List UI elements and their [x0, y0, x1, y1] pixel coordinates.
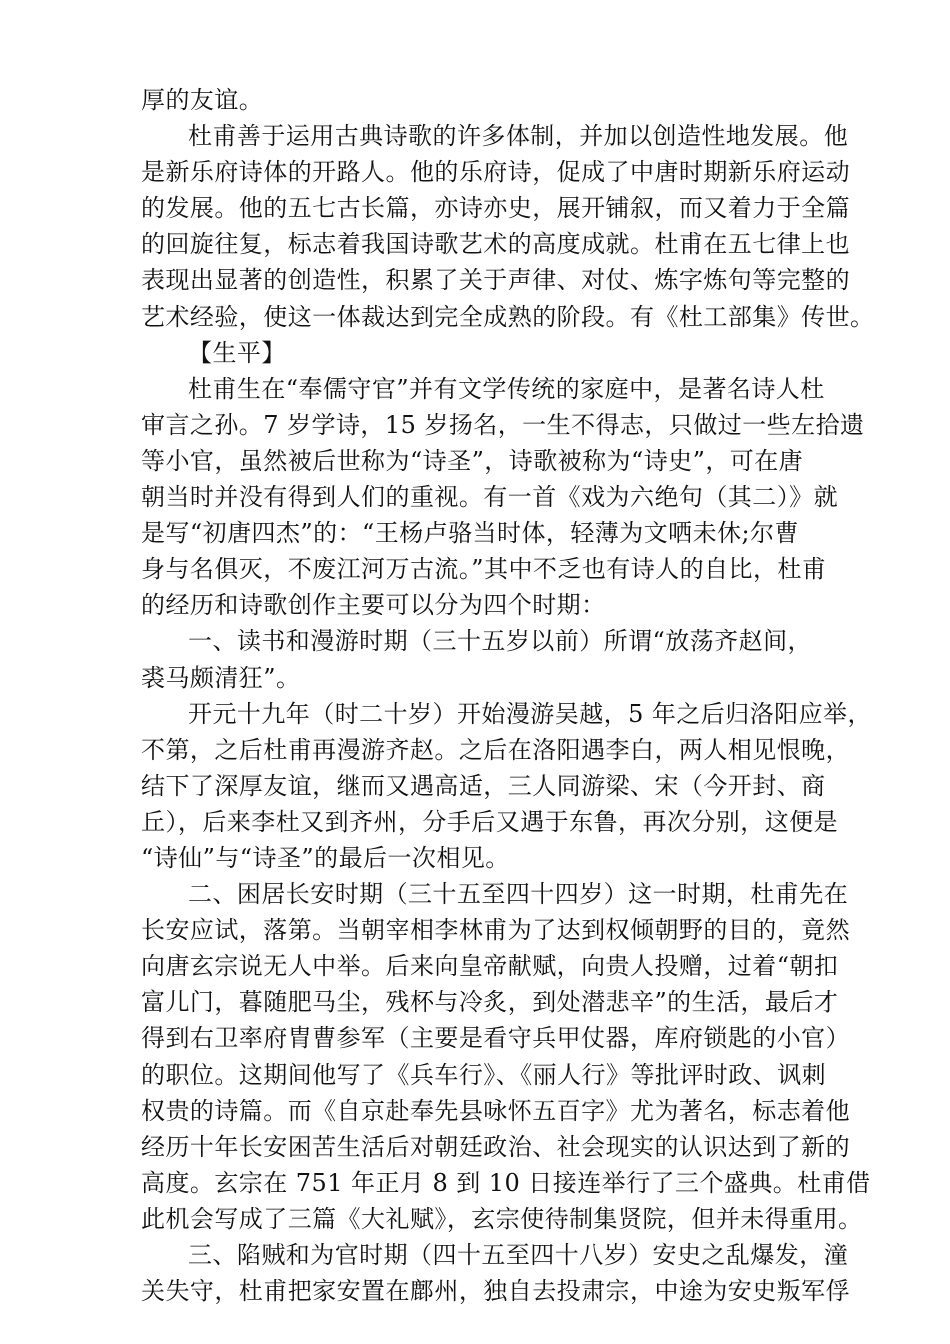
text-line: 向唐玄宗说无人中举。后来向皇帝献赋，向贵人投赠，过着“朝扣 [141, 952, 839, 981]
text-line: 的回旋往复，标志着我国诗歌艺术的高度成就。杜甫在五七律上也 [141, 230, 851, 259]
text-line: 的经历和诗歌创作主要可以分为四个时期： [141, 591, 606, 620]
text-line: 不第，之后杜甫再漫游齐赵。之后在洛阳遇李白，两人相见恨晚， [141, 735, 851, 764]
text-line: 朝当时并没有得到人们的重视。有一首《戏为六绝句（其二）》就 [141, 483, 839, 512]
text-line: 得到右卫率府胄曹参军（主要是看守兵甲仗器，库府锁匙的小官） [141, 1024, 851, 1053]
text-line: 二、困居长安时期（三十五至四十四岁）这一时期，杜甫先在 [188, 880, 849, 909]
text-line: 是写“初唐四杰”的：“王杨卢骆当时体，轻薄为文哂未休;尔曹 [141, 519, 799, 548]
text-line: 【生平】 [188, 338, 286, 367]
text-line: 杜甫生在“奉儒守官”并有文学传统的家庭中，是著名诗人杜 [188, 374, 825, 403]
text-line: 是新乐府诗体的开路人。他的乐府诗，促成了中唐时期新乐府运动 [141, 158, 851, 187]
text-line: 丘），后来李杜又到齐州，分手后又遇于东鲁，再次分别，这便是 [141, 807, 839, 836]
text-line: 结下了深厚友谊，继而又遇高适，三人同游梁、宋（今开封、商 [141, 771, 826, 800]
text-line: “诗仙”与“诗圣”的最后一次相见。 [141, 843, 510, 872]
text-line: 的发展。他的五七古长篇，亦诗亦史，展开铺叙，而又着力于全篇 [141, 194, 851, 223]
text-line: 审言之孙。7 岁学诗，15 岁扬名，一生不得志，只做过一些左拾遗 [141, 410, 865, 439]
text-line: 长安应试，落第。当朝宰相李林甫为了达到权倾朝野的目的，竟然 [141, 916, 851, 945]
text-line: 此机会写成了三篇《大礼赋》，玄宗使待制集贤院，但并未得重用。 [141, 1204, 863, 1233]
text-line: 艺术经验，使这一体裁达到完全成熟的阶段。有《杜工部集》传世。 [141, 302, 875, 331]
text-line: 杜甫善于运用古典诗歌的许多体制，并加以创造性地发展。他 [188, 122, 849, 151]
document-body [141, 82, 875, 1309]
text-line: 裘马颇清狂”。 [141, 663, 301, 692]
text-line: 的职位。这期间他写了《兵车行》、《丽人行》等批评时政、讽刺 [141, 1060, 827, 1089]
text-line: 高度。玄宗在 751 年正月 8 到 10 日接连举行了三个盛典。杜甫借 [141, 1168, 871, 1197]
text-line: 一、读书和漫游时期（三十五岁以前）所谓“放荡齐赵间， [188, 627, 812, 656]
text-line: 三、陷贼和为官时期（四十五至四十八岁）安史之乱爆发，潼 [188, 1241, 849, 1269]
text-line: 关失守，杜甫把家安置在鄜州，独自去投肃宗，中途为安史叛军俘 [141, 1277, 851, 1306]
text-line: 厚的友谊。 [141, 86, 264, 114]
text-line: 经历十年长安困苦生活后对朝廷政治、社会现实的认识达到了新的 [141, 1132, 851, 1161]
text-line: 等小官，虽然被后世称为“诗圣”，诗歌被称为“诗史”，可在唐 [141, 446, 804, 475]
text-line: 开元十九年（时二十岁）开始漫游吴越，5 年之后归洛阳应举， [188, 699, 872, 728]
text-line: 富儿门，暮随肥马尘，残杯与冷炙，到处潜悲辛”的生活，最后才 [141, 988, 839, 1017]
text-line: 表现出显著的创造性，积累了关于声律、对仗、炼字炼句等完整的 [141, 266, 851, 295]
text-line: 权贵的诗篇。而《自京赴奉先县咏怀五百字》尤为著名，标志着他 [141, 1096, 851, 1125]
text-line: 身与名俱灭，不废江河万古流。”其中不乏也有诗人的自比，杜甫 [141, 555, 827, 584]
